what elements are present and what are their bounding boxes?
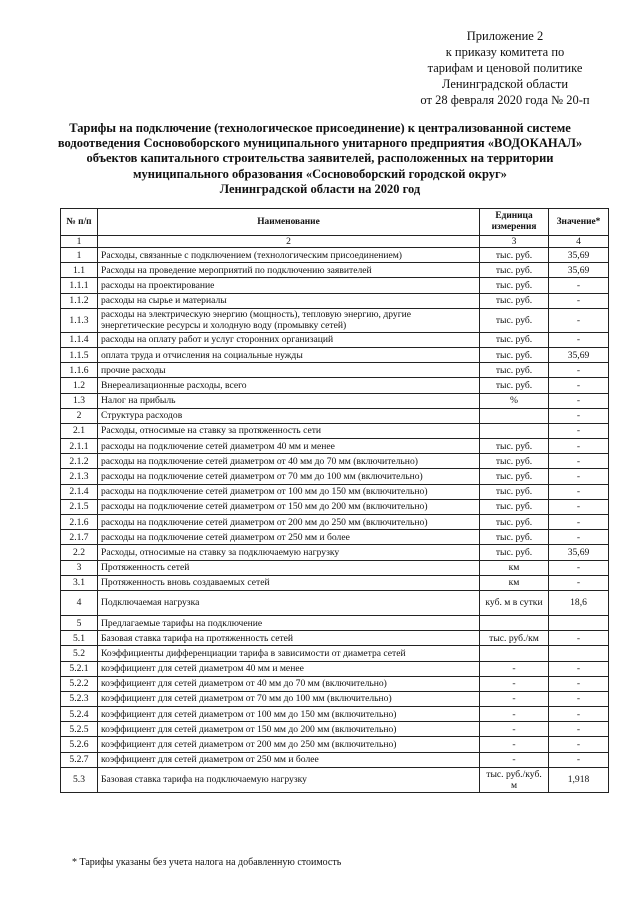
row-unit: тыс. руб.	[480, 499, 549, 514]
row-name: коэффициент для сетей диаметром 40 мм и менее	[98, 661, 480, 676]
row-value: -	[549, 423, 609, 438]
table-row	[61, 499, 609, 514]
row-number: 2.1.7	[61, 530, 98, 545]
row-unit: тыс. руб.	[480, 378, 549, 393]
row-value: -	[549, 737, 609, 752]
table-header-row	[61, 209, 609, 236]
row-unit: -	[480, 707, 549, 722]
table-row	[61, 661, 609, 676]
row-number: 3.1	[61, 575, 98, 590]
row-name: коэффициент для сетей диаметром от 200 мм до 250 мм (включительно)	[98, 737, 480, 752]
row-number: 2.1.3	[61, 469, 98, 484]
row-number: 3	[61, 560, 98, 575]
table-row	[61, 707, 609, 722]
table-row	[61, 439, 609, 454]
table-row	[61, 737, 609, 752]
table-row	[61, 484, 609, 499]
appendix-block	[385, 28, 625, 108]
row-unit: -	[480, 722, 549, 737]
column-number: 4	[549, 236, 609, 248]
row-name: Базовая ставка тарифа на подключаемую нагрузку	[98, 767, 480, 792]
column-number: 1	[61, 236, 98, 248]
row-value: -	[549, 484, 609, 499]
row-value: -	[549, 661, 609, 676]
title-line: водоотведения Сосновоборского муниципального унитарного предприятия «ВОДОКАНАЛ»	[57, 136, 583, 151]
row-number: 5.2.5	[61, 722, 98, 737]
row-value: -	[549, 499, 609, 514]
row-unit: тыс. руб.	[480, 293, 549, 308]
row-number: 2.1.4	[61, 484, 98, 499]
row-unit	[480, 615, 549, 630]
row-unit: км	[480, 560, 549, 575]
row-unit: тыс. руб.	[480, 347, 549, 362]
footnote: * Тарифы указаны без учета налога на добавленную стоимость	[72, 857, 342, 868]
row-value: -	[549, 332, 609, 347]
row-value	[549, 646, 609, 661]
row-value: -	[549, 308, 609, 332]
row-value: -	[549, 752, 609, 767]
row-number: 1.1.6	[61, 363, 98, 378]
row-name: расходы на сырье и материалы	[98, 293, 480, 308]
column-number: 3	[480, 236, 549, 248]
row-name: расходы на подключение сетей диаметром 40 мм и менее	[98, 439, 480, 454]
row-number: 2.1.6	[61, 515, 98, 530]
row-number: 5.2.6	[61, 737, 98, 752]
row-name: расходы на подключение сетей диаметром от 70 мм до 100 мм (включительно)	[98, 469, 480, 484]
title-line: муниципального образования «Сосновоборский городской округ»	[133, 166, 507, 181]
row-value: -	[549, 722, 609, 737]
column-number-row	[61, 236, 609, 248]
row-number: 4	[61, 590, 98, 615]
row-unit: км	[480, 575, 549, 590]
title-line: объектов капитального строительства заявителей, расположенных на территории	[86, 151, 554, 166]
row-unit: тыс. руб.	[480, 454, 549, 469]
row-value: -	[549, 378, 609, 393]
appendix-line: к приказу комитета по	[445, 45, 565, 59]
table-row	[61, 347, 609, 362]
row-name: расходы на электрическую энергию (мощность), тепловую энергию, другие энергетические ресурсы и холодную воду (промывку сетей)	[98, 308, 480, 332]
row-name: Коэффициенты дифференциации тарифа в зависимости от диаметра сетей	[98, 646, 480, 661]
header-name: Наименование	[98, 209, 480, 236]
table-row	[61, 469, 609, 484]
row-unit: тыс. руб.	[480, 469, 549, 484]
row-value: -	[549, 560, 609, 575]
row-name: прочие расходы	[98, 363, 480, 378]
column-number: 2	[98, 236, 480, 248]
table-row	[61, 615, 609, 630]
appendix-line: Приложение 2	[466, 29, 544, 43]
row-value: -	[549, 575, 609, 590]
row-unit: куб. м в сутки	[480, 590, 549, 615]
header-value: Значение*	[549, 209, 609, 236]
row-value: -	[549, 707, 609, 722]
row-number: 2.2	[61, 545, 98, 560]
table-row	[61, 263, 609, 278]
row-name: расходы на проектирование	[98, 278, 480, 293]
appendix-line: тарифам и ценовой политике	[427, 61, 583, 75]
table-row	[61, 378, 609, 393]
row-value: -	[549, 676, 609, 691]
row-number: 1.1.4	[61, 332, 98, 347]
row-value: -	[549, 393, 609, 408]
row-name: Расходы, относимые на ставку за подключаемую нагрузку	[98, 545, 480, 560]
row-number: 2.1.5	[61, 499, 98, 514]
row-number: 5.1	[61, 631, 98, 646]
row-name: Базовая ставка тарифа на протяженность сетей	[98, 631, 480, 646]
row-value: -	[549, 530, 609, 545]
row-name: Протяженность вновь создаваемых сетей	[98, 575, 480, 590]
row-name: расходы на подключение сетей диаметром от 100 мм до 150 мм (включительно)	[98, 484, 480, 499]
document-title	[40, 121, 600, 197]
row-number: 2.1.1	[61, 439, 98, 454]
table-row	[61, 545, 609, 560]
title-line: Тарифы на подключение (технологическое присоединение) к централизованной системе	[69, 121, 571, 135]
table-row	[61, 363, 609, 378]
row-name: Расходы на проведение мероприятий по подключению заявителей	[98, 263, 480, 278]
row-number: 5.2.7	[61, 752, 98, 767]
row-value: -	[549, 408, 609, 423]
row-value	[549, 615, 609, 630]
row-value: -	[549, 439, 609, 454]
row-number: 5.2.1	[61, 661, 98, 676]
row-name: Расходы, относимые на ставку за протяженность сети	[98, 423, 480, 438]
row-number: 5.2.2	[61, 676, 98, 691]
row-unit: тыс. руб.	[480, 484, 549, 499]
row-number: 1.2	[61, 378, 98, 393]
row-value: 35,69	[549, 545, 609, 560]
table-row	[61, 408, 609, 423]
row-name: Протяженность сетей	[98, 560, 480, 575]
table-row	[61, 293, 609, 308]
row-value: -	[549, 278, 609, 293]
row-number: 1.1	[61, 263, 98, 278]
table-row	[61, 393, 609, 408]
row-value: 35,69	[549, 347, 609, 362]
row-number: 1.1.2	[61, 293, 98, 308]
row-number: 1.1.1	[61, 278, 98, 293]
tariff-table	[60, 208, 609, 793]
table-row	[61, 423, 609, 438]
appendix-line: Ленинградской области	[441, 77, 569, 91]
row-unit	[480, 408, 549, 423]
row-name: коэффициент для сетей диаметром от 250 мм и более	[98, 752, 480, 767]
row-name: расходы на подключение сетей диаметром от 150 мм до 200 мм (включительно)	[98, 499, 480, 514]
row-number: 5.2	[61, 646, 98, 661]
row-unit: тыс. руб.	[480, 263, 549, 278]
row-value: -	[549, 691, 609, 706]
row-name: расходы на подключение сетей диаметром от 250 мм и более	[98, 530, 480, 545]
row-name: Предлагаемые тарифы на подключение	[98, 615, 480, 630]
row-unit: тыс. руб.	[480, 278, 549, 293]
row-name: коэффициент для сетей диаметром от 150 мм до 200 мм (включительно)	[98, 722, 480, 737]
row-unit	[480, 423, 549, 438]
row-unit: тыс. руб.	[480, 515, 549, 530]
table-row	[61, 590, 609, 615]
row-unit: тыс. руб.	[480, 363, 549, 378]
row-number: 5.2.4	[61, 707, 98, 722]
table-row	[61, 308, 609, 332]
table-row	[61, 722, 609, 737]
row-number: 1	[61, 248, 98, 263]
table-row	[61, 560, 609, 575]
row-name: коэффициент для сетей диаметром от 100 мм до 150 мм (включительно)	[98, 707, 480, 722]
row-unit: тыс. руб.	[480, 530, 549, 545]
row-number: 1.1.3	[61, 308, 98, 332]
row-name: расходы на подключение сетей диаметром от 40 мм до 70 мм (включительно)	[98, 454, 480, 469]
row-value: 18,6	[549, 590, 609, 615]
row-number: 1.1.5	[61, 347, 98, 362]
row-value: 35,69	[549, 263, 609, 278]
table-row	[61, 752, 609, 767]
row-name: Расходы, связанные с подключением (технологическим присоединением)	[98, 248, 480, 263]
title-line: Ленинградской области на 2020 год	[219, 181, 421, 196]
row-unit: -	[480, 737, 549, 752]
table-body	[61, 248, 609, 793]
row-value: -	[549, 293, 609, 308]
row-name: коэффициент для сетей диаметром от 70 мм до 100 мм (включительно)	[98, 691, 480, 706]
row-number: 5.3	[61, 767, 98, 792]
row-name: Внереализационные расходы, всего	[98, 378, 480, 393]
row-unit: -	[480, 691, 549, 706]
table-row	[61, 530, 609, 545]
row-unit: тыс. руб.	[480, 308, 549, 332]
appendix-line: от 28 февраля 2020 года № 20-п	[420, 93, 590, 107]
row-number: 1.3	[61, 393, 98, 408]
table-row	[61, 646, 609, 661]
row-number: 2.1.2	[61, 454, 98, 469]
row-unit: -	[480, 661, 549, 676]
row-name: расходы на подключение сетей диаметром от 200 мм до 250 мм (включительно)	[98, 515, 480, 530]
row-number: 2.1	[61, 423, 98, 438]
row-name: коэффициент для сетей диаметром от 40 мм до 70 мм (включительно)	[98, 676, 480, 691]
row-unit: тыс. руб.	[480, 439, 549, 454]
row-unit: тыс. руб./куб. м	[480, 767, 549, 792]
table-row	[61, 676, 609, 691]
row-value: 35,69	[549, 248, 609, 263]
row-number: 2	[61, 408, 98, 423]
table-row	[61, 631, 609, 646]
row-unit: тыс. руб.	[480, 545, 549, 560]
table-row	[61, 575, 609, 590]
table-row	[61, 332, 609, 347]
row-value: 1,918	[549, 767, 609, 792]
row-value: -	[549, 454, 609, 469]
row-unit: тыс. руб.	[480, 248, 549, 263]
table-row	[61, 454, 609, 469]
row-unit: тыс. руб./км	[480, 631, 549, 646]
row-number: 5.2.3	[61, 691, 98, 706]
table-row	[61, 691, 609, 706]
row-number: 5	[61, 615, 98, 630]
row-unit: -	[480, 676, 549, 691]
row-unit: тыс. руб.	[480, 332, 549, 347]
table-row	[61, 248, 609, 263]
header-no: № п/п	[61, 209, 98, 236]
row-value: -	[549, 515, 609, 530]
row-name: расходы на оплату работ и услуг сторонних организаций	[98, 332, 480, 347]
table-row	[61, 767, 609, 792]
row-unit: -	[480, 752, 549, 767]
row-value: -	[549, 469, 609, 484]
header-unit: Единица измерения	[480, 209, 549, 236]
row-value: -	[549, 363, 609, 378]
table-row	[61, 278, 609, 293]
row-name: Структура расходов	[98, 408, 480, 423]
row-name: оплата труда и отчисления на социальные нужды	[98, 347, 480, 362]
row-name: Налог на прибыль	[98, 393, 480, 408]
table-row	[61, 515, 609, 530]
row-value: -	[549, 631, 609, 646]
row-unit: %	[480, 393, 549, 408]
row-unit	[480, 646, 549, 661]
row-name: Подключаемая нагрузка	[98, 590, 480, 615]
